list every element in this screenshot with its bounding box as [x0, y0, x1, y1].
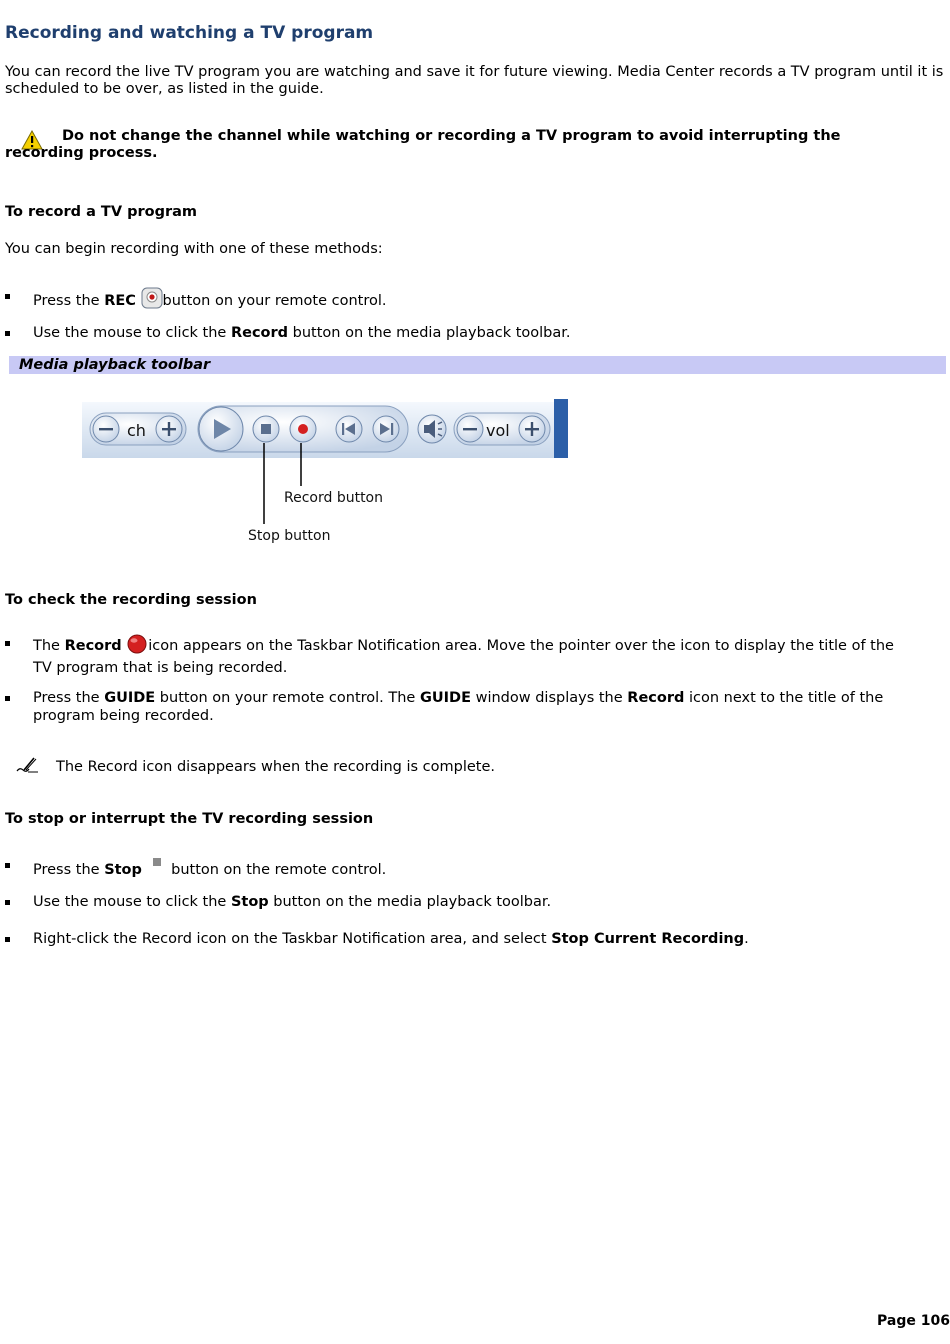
bullet-marker: [5, 863, 10, 868]
record-icon: [126, 634, 148, 659]
channel-label: ch: [127, 421, 146, 440]
note-pencil-icon: [14, 755, 40, 775]
page-title: Recording and watching a TV program: [5, 23, 374, 43]
intro-paragraph: You can record the live TV program you are watching and save it for future viewing. Media Center records a TV program until it is scheduled to be over, as listed in the guide.: [5, 64, 944, 97]
list-item: Press the Stop button on the remote control.: [5, 856, 905, 876]
bullet-marker: [5, 294, 10, 299]
note-text: The Record icon disappears when the recording is complete.: [56, 759, 496, 775]
record-callout-label: Record button: [284, 490, 383, 506]
record-heading: To record a TV program: [5, 204, 198, 220]
figure-caption: Media playback toolbar: [19, 357, 211, 373]
bullet-marker: [5, 641, 10, 646]
stop-button-icon: [147, 856, 167, 883]
record-lead: You can begin recording with one of these methods:: [5, 241, 383, 257]
stop-callout-label: Stop button: [248, 528, 331, 544]
bullet-marker: [5, 696, 10, 701]
media-playback-toolbar-figure: [82, 396, 572, 552]
figure-caption-band: [9, 356, 946, 374]
bullet-marker: [5, 900, 10, 905]
bullet-marker: [5, 937, 10, 942]
volume-label: vol: [486, 421, 510, 440]
list-item: Press the REC button on your remote control.: [5, 287, 905, 307]
stop-heading: To stop or interrupt the TV recording session: [5, 811, 374, 827]
toolbar-edge: [554, 399, 568, 458]
page-number: Page 106: [877, 1313, 950, 1329]
rec-button-icon: [141, 287, 163, 314]
check-heading: To check the recording session: [5, 592, 257, 608]
warning-text: Do not change the channel while watching or recording a TV program to avoid interrupting the recording process.: [5, 128, 841, 161]
bullet-marker: [5, 331, 10, 336]
